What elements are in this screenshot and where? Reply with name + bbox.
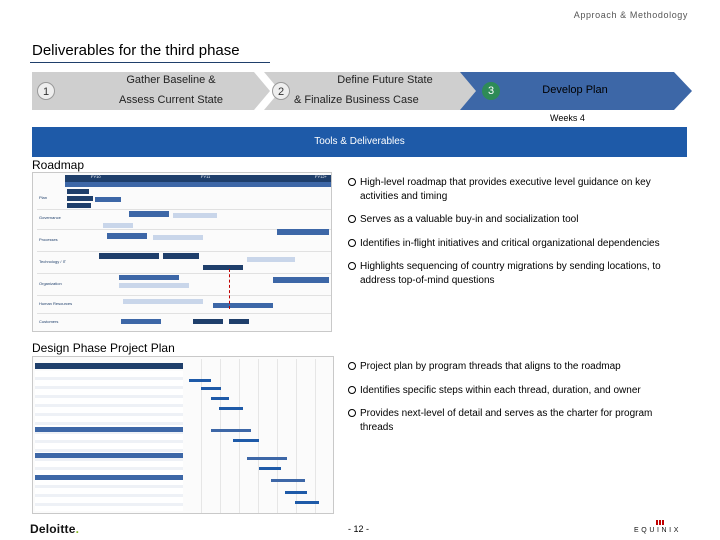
roadmap-col-3: FY12+	[315, 174, 327, 179]
roadmap-row-5: Organization	[39, 281, 62, 286]
phase-1-number: 1	[37, 82, 55, 100]
phase-1-chevron	[32, 72, 270, 110]
phase-1-label-line1: Gather Baseline &	[126, 74, 216, 86]
phase-1-label-line2: Assess Current State	[119, 94, 223, 106]
roadmap-bullet-list	[348, 176, 688, 297]
section-header: Approach & Methodology	[573, 10, 688, 20]
phase-2-label-line1: Define Future State	[337, 74, 433, 86]
weeks-label: Weeks 4	[550, 113, 585, 123]
phase-3-chevron	[460, 72, 692, 110]
roadmap-header-band	[65, 175, 331, 182]
roadmap-row-6: Human Resources	[39, 301, 73, 306]
title-underline	[30, 62, 270, 63]
phase-3-number: 3	[482, 82, 500, 100]
roadmap-row-3: Processes	[39, 237, 58, 242]
roadmap-thumbnail	[32, 172, 332, 332]
project-plan-bullet: Identifies specific steps within each thread, duration, and owner	[348, 384, 688, 398]
phase-2-chevron	[264, 72, 482, 110]
roadmap-bullet: Identifies in-flight initiatives and critical organizational dependencies	[348, 237, 688, 251]
phase-2-label-line2: & Finalize Business Case	[294, 94, 419, 106]
roadmap-row-1: Plan	[39, 195, 48, 200]
page-title: Deliverables for the third phase	[32, 42, 240, 59]
roadmap-row-2: Governance	[39, 215, 61, 220]
roadmap-row-4: Technology / IT	[39, 259, 67, 264]
roadmap-bullet: Serves as a valuable buy-in and socialization tool	[348, 213, 688, 227]
roadmap-bullet: High-level roadmap that provides executive level guidance on key activities and timing	[348, 176, 688, 203]
project-plan-thumbnail	[32, 356, 334, 514]
phase-2-number: 2	[272, 82, 290, 100]
phase-3-label: Develop Plan	[542, 84, 608, 96]
roadmap-row-7: Customers	[39, 319, 59, 324]
project-plan-title: Design Phase Project Plan	[32, 341, 175, 355]
roadmap-col-1: FY10	[91, 174, 101, 179]
roadmap-subheader-band	[65, 182, 331, 187]
roadmap-bullet: Highlights sequencing of country migrations by sending locations, to address top-of-mind questions	[348, 260, 688, 287]
project-plan-bullet: Provides next-level of detail and serves as the charter for program threads	[348, 407, 688, 434]
deloitte-logo: Deloitte.	[30, 522, 80, 536]
page-number: - 12 -	[348, 524, 370, 534]
roadmap-title: Roadmap	[32, 158, 85, 172]
roadmap-col-2: FY11	[201, 174, 211, 179]
project-plan-bullet: Project plan by program threads that aligns to the roadmap	[348, 360, 688, 374]
equinix-logo: EQUINIX	[634, 527, 681, 534]
tools-deliverables-bar: Tools & Deliverables	[32, 127, 687, 157]
project-plan-bullet-list	[348, 360, 688, 444]
